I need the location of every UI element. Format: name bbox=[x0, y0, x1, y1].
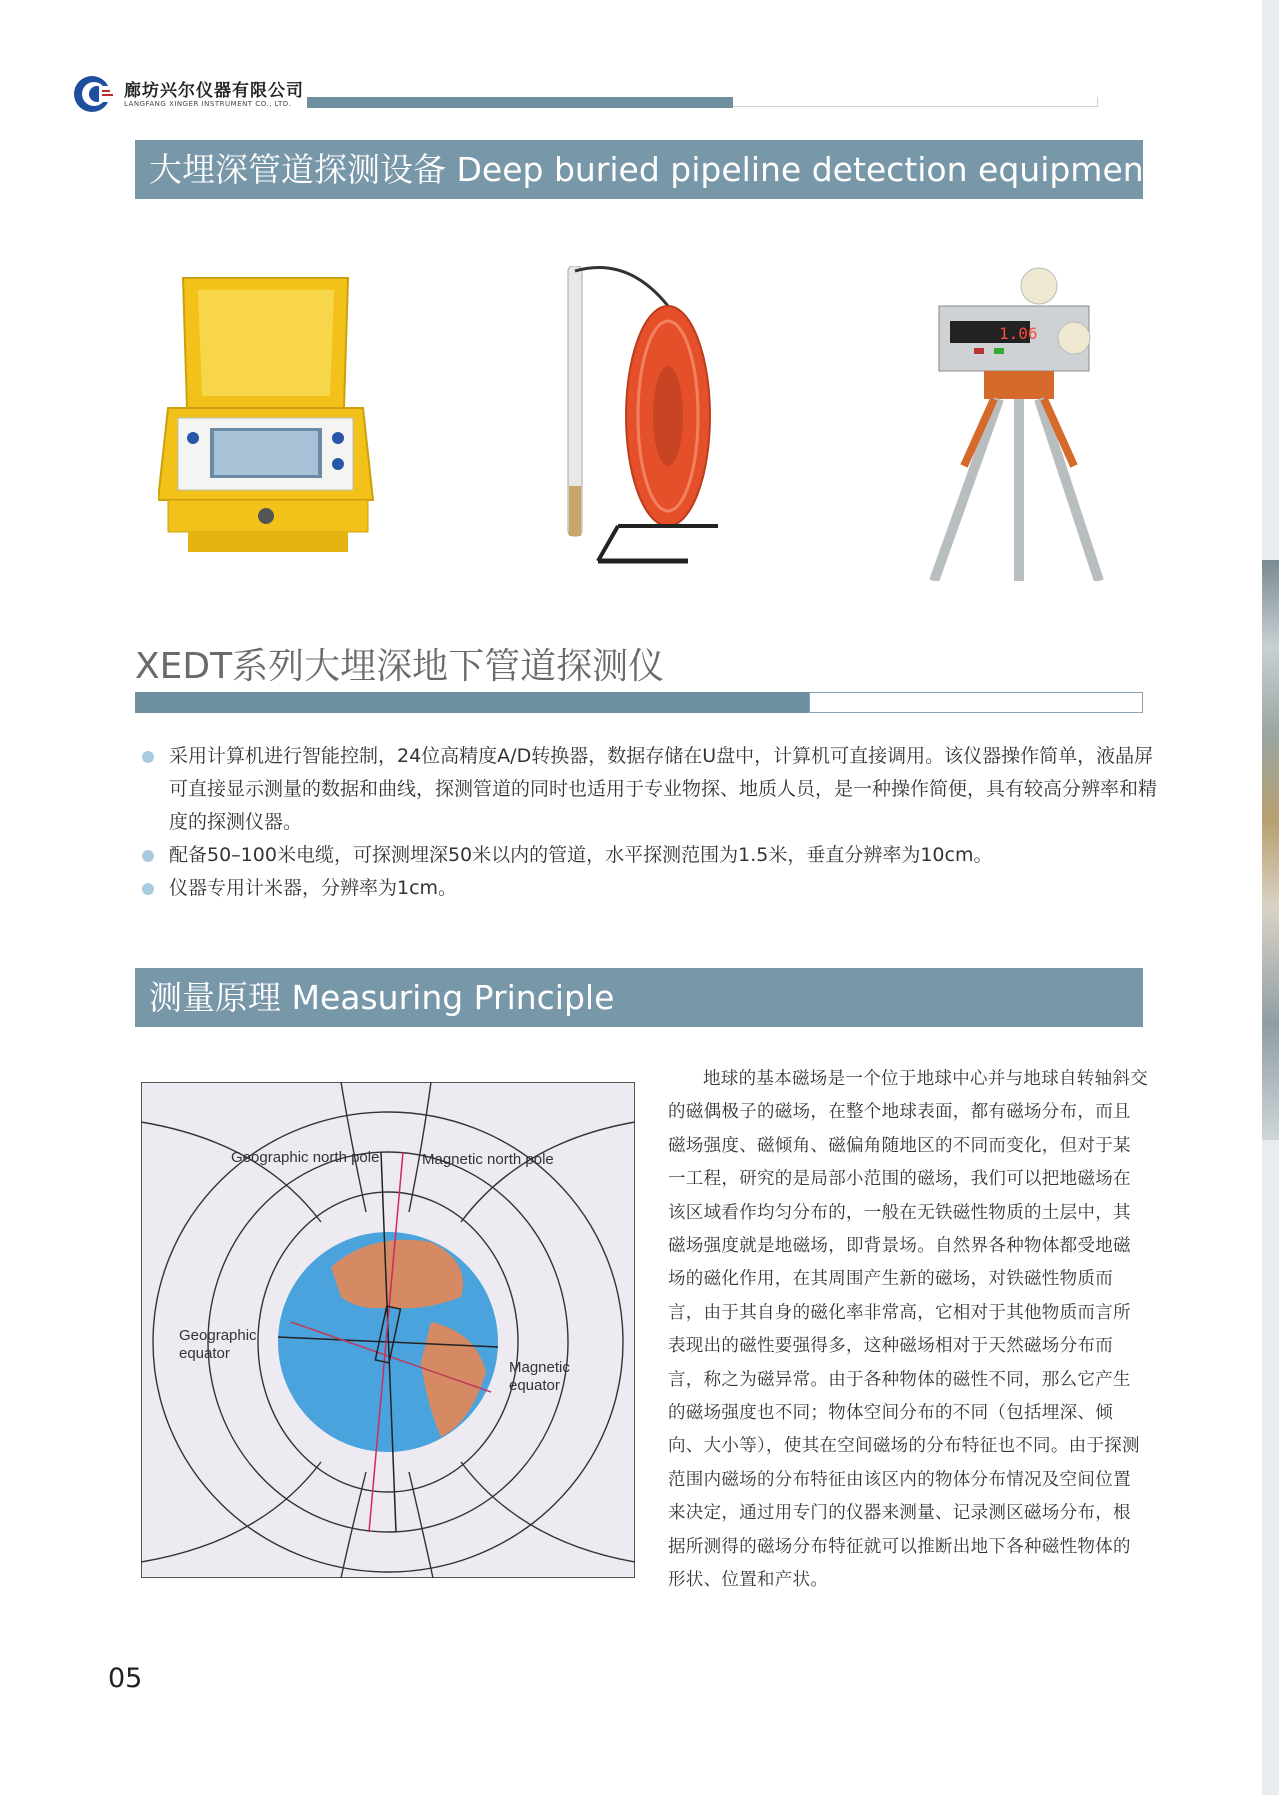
header-rule bbox=[307, 97, 733, 108]
company-name-cn: 廊坊兴尔仪器有限公司 bbox=[124, 81, 304, 101]
label-magnetic-equator-2: equator bbox=[509, 1377, 560, 1394]
counter-display-value: 1.06 bbox=[999, 324, 1038, 343]
section-title-principle: 测量原理 Measuring Principle bbox=[135, 968, 1143, 1027]
feature-text: 采用计算机进行智能控制，24位高精度A/D转换器，数据存储在U盘中，计算机可直接调用。该仪器操作简单，液晶屏可直接显示测量的数据和曲线，探测管道的同时也适用于专业物探、地质人员，是一种操作简便，具有较高分辨率和精度的探测仪器。 bbox=[169, 745, 1158, 833]
label-magnetic-equator-1: Magnetic bbox=[509, 1359, 570, 1376]
feature-item bbox=[140, 872, 1170, 905]
edge-photo bbox=[1262, 560, 1279, 1140]
feature-item bbox=[140, 740, 1170, 839]
bullet-dot-icon bbox=[142, 883, 154, 895]
company-logo bbox=[72, 74, 116, 114]
probe-cable-reel-image bbox=[558, 266, 718, 576]
series-rule-outline bbox=[809, 692, 1143, 713]
header-rule-end bbox=[1097, 97, 1098, 107]
feature-item bbox=[140, 839, 1170, 872]
bullet-dot-icon bbox=[142, 850, 154, 862]
bullet-dot-icon bbox=[142, 751, 154, 763]
header-rule-thin bbox=[733, 106, 1098, 107]
right-edge-strip bbox=[1262, 0, 1279, 1795]
principle-paragraph: 地球的基本磁场是一个位于地球中心并与地球自转轴斜交的磁偶极子的磁场，在整个地球表面，都有磁场分布，而且磁场强度、磁倾角、磁偏角随地区的不同而变化，但对于某一工程，研究的是局部小范围的磁场，我们可以把地磁场在该区域看作均匀分布的，一般在无铁磁性物质的土层中，其磁场强度就是地磁场，即背景场。自然界各种物体都受地磁场的磁化作用，在其周围产生新的磁场，对铁磁性物质而言，由于其自身的磁化率非常高，它相对于其他物质而言所表现出的磁性要强得多，这种磁场相对于天然磁场分布而言，称之为磁异常。由于各种物体的磁性不同，那么它产生的磁场强度也不同；物体空间分布的不同（包括埋深、倾向、大小等），使其在空间磁场的分布特征也不同。由于探测范围内磁场的分布特征由该区内的物体分布情况及空间位置来决定，通过用专门的仪器来测量、记录测区磁场分布，根据所测得的磁场分布特征就可以推断出地下各种磁性物体的形状、位置和产状。 bbox=[668, 1069, 1148, 1591]
series-rule bbox=[135, 692, 809, 713]
label-geographic-equator-1: Geographic bbox=[179, 1327, 257, 1344]
label-geographic-north: Geographic north pole bbox=[231, 1149, 380, 1166]
instrument-case-image bbox=[158, 268, 376, 568]
label-magnetic-north: Magnetic north pole bbox=[422, 1151, 554, 1168]
tripod-meter-counter-image bbox=[924, 266, 1104, 581]
section-title-equipment: 大埋深管道探测设备 Deep buried pipeline detection equipment bbox=[135, 140, 1143, 199]
feature-list bbox=[140, 740, 1170, 905]
feature-text: 配备50–100米电缆，可探测埋深50米以内的管道，水平探测范围为1.5米，垂直分辨率为10cm。 bbox=[169, 844, 993, 866]
company-name-en: LANGFANG XINGER INSTRUMENT CO., LTD. bbox=[124, 100, 292, 108]
label-geographic-equator-2: equator bbox=[179, 1345, 230, 1362]
earth-magnetic-field-diagram bbox=[141, 1082, 635, 1578]
series-title: XEDT系列大埋深地下管道探测仪 bbox=[135, 646, 665, 687]
feature-text: 仪器专用计米器，分辨率为1cm。 bbox=[169, 877, 458, 899]
page-number: 05 bbox=[108, 1663, 143, 1694]
